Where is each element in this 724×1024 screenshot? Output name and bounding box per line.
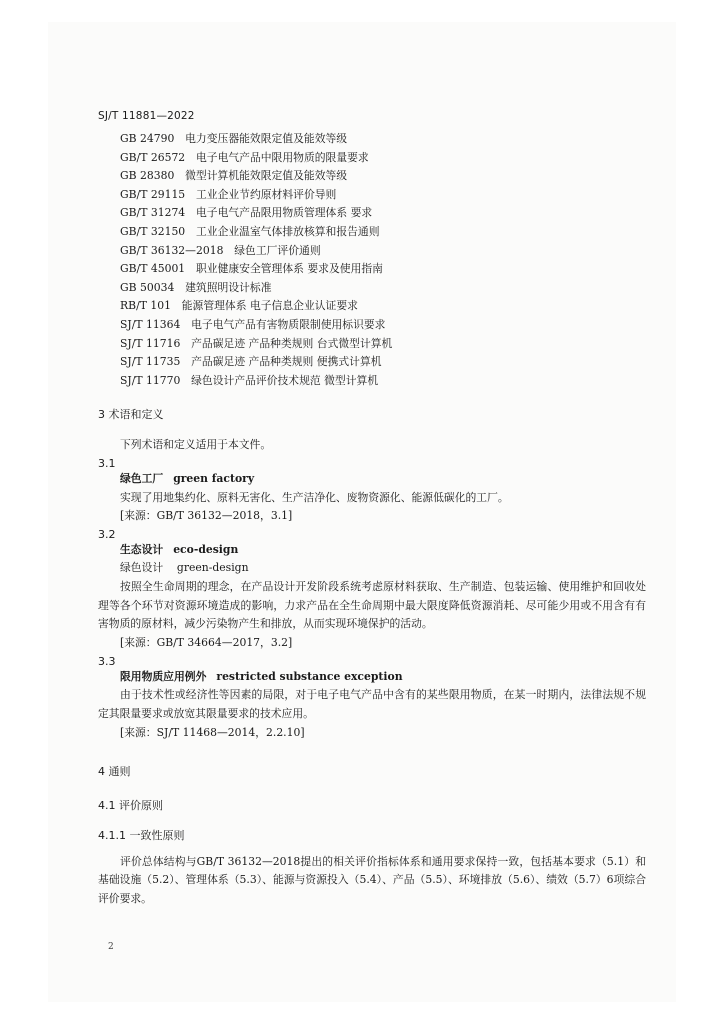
term-definition: 由于技术性或经济性等因素的局限，对于电子电气产品中含有的某些限用物质，在某一时期内，法律法规不规定其限量要求或放宽其限量要求的技术应用。: [98, 688, 646, 721]
reference-item: [120, 260, 646, 279]
reference-code: SJ/T 11716: [120, 336, 181, 350]
reference-item: [120, 223, 646, 242]
reference-title: 职业健康安全管理体系 要求及使用指南: [195, 262, 383, 276]
reference-title: 绿色工厂评价通则: [234, 243, 321, 257]
reference-code: GB 50034: [120, 280, 175, 294]
reference-code: GB/T 45001: [120, 262, 186, 276]
reference-item: [120, 316, 646, 335]
term-number: 3.3: [98, 654, 116, 668]
term-source: [来源：GB/T 34664—2017，3.2]: [120, 636, 293, 650]
reference-code: SJ/T 11364: [120, 317, 181, 331]
term-english: green factory: [173, 471, 255, 485]
reference-title: 建筑照明设计标准: [185, 280, 272, 294]
reference-item: [120, 130, 646, 149]
reference-title: 电子电气产品中限用物质的限量要求: [195, 150, 369, 164]
term-english: restricted substance exception: [216, 669, 403, 683]
reference-title: 电子电气产品有害物质限制使用标识要求: [191, 317, 386, 331]
term-source: [来源：GB/T 36132—2018，3.1]: [120, 509, 293, 523]
section-4-heading: 4 通则: [98, 764, 131, 778]
term-chinese: 生态设计: [120, 542, 164, 556]
term-chinese: 绿色工厂: [120, 471, 164, 485]
reference-title: 电力变压器能效限定值及能效等级: [185, 132, 348, 145]
reference-item: [120, 204, 646, 223]
term-source: [来源：SJ/T 11468—2014，2.2.10]: [120, 726, 305, 740]
reference-code: GB/T 36132—2018: [120, 243, 224, 257]
reference-item: [120, 335, 646, 354]
reference-code: GB/T 32150: [120, 224, 186, 238]
reference-item: [120, 167, 646, 186]
reference-code: RB/T 101: [120, 299, 171, 313]
reference-code: GB 24790: [120, 132, 175, 145]
reference-title: 微型计算机能效限定值及能效等级: [185, 169, 348, 183]
reference-title: 产品碳足迹 产品种类规则 台式微型计算机: [191, 336, 393, 350]
reference-item: [120, 149, 646, 168]
term-heading: [98, 470, 646, 489]
reference-title: 工业企业节约原材料评价导则: [195, 187, 337, 201]
reference-code: SJ/T 11770: [120, 373, 181, 387]
consistency-principle-paragraph: 评价总体结构与GB/T 36132—2018提出的相关评价指标体系和通用要求保持一致，包括基本要求（5.1）和基础设施（5.2）、管理体系（5.3）、能源与资源投入（5.4）、产品（5.5）、环境排放（5.6）、绩效（5.7）6项综合评价要求。: [98, 854, 646, 906]
reference-title: 工业企业温室气体排放核算和报告通则: [195, 224, 380, 238]
reference-item: [120, 353, 646, 372]
reference-code: GB 28380: [120, 169, 175, 183]
term-heading: [98, 541, 646, 560]
reference-code: GB/T 29115: [120, 187, 186, 201]
reference-item: [120, 242, 646, 261]
subsection-4-1-heading: 4.1 评价原则: [98, 798, 163, 812]
term-number: 3.2: [98, 527, 116, 541]
standard-header: SJ/T 11881—2022: [98, 110, 195, 122]
reference-title: 能源管理体系 电子信息企业认证要求: [181, 299, 358, 313]
reference-item: [120, 372, 646, 391]
subsection-4-1-1-heading: 4.1.1 一致性原则: [98, 828, 185, 842]
section-3-intro: 下列术语和定义适用于本文件。: [120, 438, 272, 452]
document-page: [48, 22, 676, 1002]
reference-title: 电子电气产品限用物质管理体系 要求: [195, 206, 373, 220]
term-heading: [98, 668, 646, 687]
page-number: 2: [108, 942, 114, 952]
section-3-heading: 3 术语和定义: [98, 408, 164, 422]
reference-item: [120, 297, 646, 316]
reference-code: GB/T 31274: [120, 206, 186, 220]
normative-references-list: [98, 130, 646, 390]
term-definition: 实现了用地集约化、原料无害化、生产洁净化、废物资源化、能源低碳化的工厂。: [120, 490, 509, 504]
page-content: [98, 110, 646, 909]
reference-code: GB/T 26572: [120, 150, 186, 164]
term-english: eco-design: [173, 542, 239, 556]
reference-title: 绿色设计产品评价技术规范 微型计算机: [191, 373, 379, 387]
term-alternative: 绿色设计 green-design: [120, 561, 249, 575]
reference-code: SJ/T 11735: [120, 355, 181, 369]
term-definition: 按照全生命周期的理念，在产品设计开发阶段系统考虑原材料获取、生产制造、包装运输、使用维护和回收处理等各个环节对资源环境造成的影响，力求产品在全生命周期中最大限度降低资源消耗、尽可能少用或不用含有有害物质的原材料，减少污染物产生和排放，从而实现环境保护的活动。: [98, 579, 646, 631]
term-number: 3.1: [98, 456, 116, 470]
term-chinese: 限用物质应用例外: [120, 669, 207, 683]
reference-item: [120, 279, 646, 298]
reference-title: 产品碳足迹 产品种类规则 便携式计算机: [191, 355, 382, 369]
reference-item: [120, 186, 646, 205]
